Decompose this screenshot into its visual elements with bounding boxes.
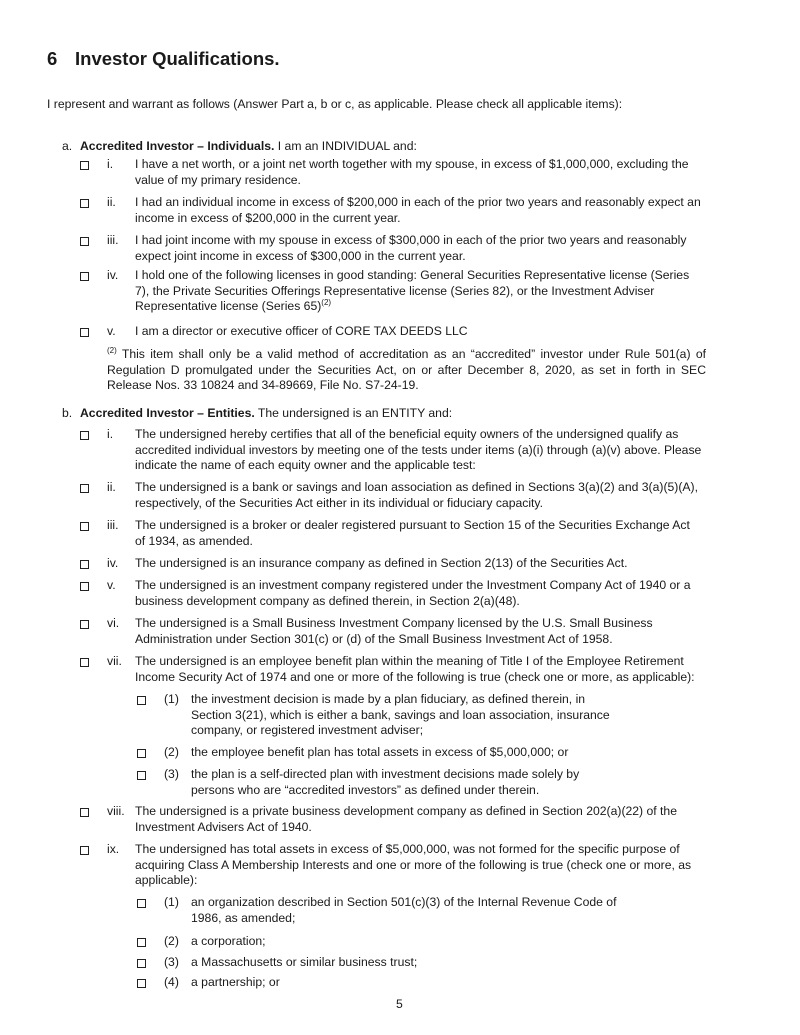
part-b-checkbox[interactable] [80, 560, 89, 569]
section-number: 6 [47, 48, 58, 69]
part-a-header: Accredited Investor – Individuals. I am an INDIVIDUAL and: [80, 139, 417, 153]
part-b-numeral: viii. [107, 804, 125, 818]
part-b-text-line: The undersigned is a private business development company as defined in Section 202(a)(22) of the [135, 804, 677, 818]
part-b-sub-numeral: (1) [164, 692, 179, 706]
part-b-text-line: The undersigned is a bank or savings and loan association as defined in Sections 3(a)(2) and 3(a)(5)(A), [135, 480, 698, 494]
part-a-numeral: i. [107, 157, 114, 171]
part-b-checkbox[interactable] [80, 846, 89, 855]
part-b-numeral: ix. [107, 842, 120, 856]
part-b-checkbox[interactable] [80, 582, 89, 591]
part-b-sub-numeral: (2) [164, 745, 179, 759]
part-a-checkbox[interactable] [80, 328, 89, 337]
part-a-numeral: iii. [107, 233, 119, 247]
part-b-sub-checkbox[interactable] [137, 979, 146, 988]
part-b-sub-numeral: (4) [164, 975, 179, 989]
part-b-sub-text-line: 1986, as amended; [191, 910, 296, 925]
part-b-text-line: The undersigned is a broker or dealer registered pursuant to Section 15 of the Securities Exchange Act [135, 518, 690, 532]
part-a-checkbox[interactable] [80, 161, 89, 170]
part-b-numeral: i. [107, 427, 114, 441]
part-a-footnote-ref: (2) [321, 297, 332, 307]
part-b-checkbox[interactable] [80, 484, 89, 493]
part-b-numeral: vii. [107, 654, 122, 668]
part-b-sub-text-line: the investment decision is made by a plan fiduciary, as defined therein, in [191, 692, 586, 706]
part-b-checkbox[interactable] [80, 658, 89, 667]
part-b-text-line: Investment Advisers Act of 1940. [135, 819, 312, 834]
part-b-sub-text-line: Section 3(21), which is either a bank, savings and loan association, insurance [191, 707, 610, 722]
part-b-numeral: vi. [107, 616, 120, 630]
part-b-sub-checkbox[interactable] [137, 938, 146, 947]
part-b-text-line: The undersigned is an insurance company as defined in Section 2(13) of the Securities Act. [135, 556, 628, 570]
part-b-numeral: v. [107, 578, 116, 592]
part-b-numeral: iv. [107, 556, 119, 570]
part-b-sub-checkbox[interactable] [137, 899, 146, 908]
part-b-checkbox[interactable] [80, 431, 89, 440]
part-a-numeral: iv. [107, 268, 119, 282]
part-b-sub-checkbox[interactable] [137, 696, 146, 705]
part-b-text-line: acquiring Class A Membership Interests and one or more of the following is true (check one or more, as [135, 857, 692, 872]
part-a-text-line: value of my primary residence. [135, 172, 301, 187]
part-b-sub-text-line: a Massachusetts or similar business trust; [191, 955, 418, 969]
part-a-checkbox[interactable] [80, 199, 89, 208]
part-b-text-line: of 1934, as amended. [135, 533, 253, 548]
part-b-sub-text-line: the employee benefit plan has total assets in excess of $5,000,000; or [191, 745, 569, 759]
part-b-header: Accredited Investor – Entities. The undersigned is an ENTITY and: [80, 406, 453, 420]
part-a-text-line: I hold one of the following licenses in good standing: General Securities Representative license (Series [135, 268, 690, 282]
part-a-text-line: Representative license (Series 65)$^{(2)}$ [135, 297, 332, 313]
part-b-sub-checkbox[interactable] [137, 749, 146, 758]
part-b-text-line: indicate the name of each equity owner and the applicable test: [135, 458, 476, 472]
part-b-text-line: accredited individual investors by meeting one of the tests under items (a)(i) through (a)(v) above. Please [135, 442, 702, 457]
part-a-label: a. [62, 139, 73, 153]
part-a-text-line: I am a director or executive officer of CORE TAX DEEDS LLC [135, 324, 468, 338]
part-b-label: b. [62, 406, 73, 420]
part-a-numeral: v. [107, 324, 116, 338]
part-b-sub-text-line: an organization described in Section 501(c)(3) of the Internal Revenue Code of [191, 895, 617, 909]
part-b-checkbox[interactable] [80, 522, 89, 531]
part-b-text-line: The undersigned has total assets in excess of $5,000,000, was not formed for the specific purpose of [135, 842, 680, 856]
part-a-checkbox[interactable] [80, 237, 89, 246]
part-a-text-line: I have a net worth, or a joint net worth together with my spouse, in excess of $1,000,000, excluding the [135, 157, 689, 171]
part-a-numeral: ii. [107, 195, 116, 209]
footnote: $^{(2)}$ This item shall only be a valid method of accreditation as an “accredited” investor under Rule 501(a) of Regulation D promulgated under the Securities Act, on or after December 8, 2020, as set in forth in SEC Release Nos. 33 10824 and 34-89669, File No. S7-24-19. [107, 345, 706, 392]
part-b-numeral: ii. [107, 480, 116, 494]
part-b-sub-text-line: company, or registered investment adviser; [191, 723, 424, 737]
part-b-sub-text-line: a partnership; or [191, 975, 280, 989]
part-b-text-line: business development company as defined therein, in Section 2(a)(48). [135, 593, 520, 608]
intro-text: I represent and warrant as follows (Answer Part a, b or c, as applicable. Please check all applicable items): [47, 97, 623, 111]
part-b-text-line: applicable): [135, 873, 198, 887]
part-b-sub-numeral: (1) [164, 895, 179, 909]
part-b-sub-numeral: (2) [164, 934, 179, 948]
page-number: 5 [396, 997, 403, 1011]
part-b-sub-numeral: (3) [164, 955, 179, 969]
part-b-text-line: The undersigned is an employee benefit plan within the meaning of Title I of the Employee Retirement [135, 654, 684, 668]
part-b-sub-checkbox[interactable] [137, 959, 146, 968]
part-a-text-line: I had an individual income in excess of $200,000 in each of the prior two years and reasonably expect an [135, 195, 701, 209]
part-a-text-line: expect joint income in excess of $300,000 in the current year. [135, 248, 466, 263]
part-b-checkbox[interactable] [80, 620, 89, 629]
part-b-text-line: Administration under Section 301(c) or (d) of the Small Business Investment Act of 1958. [135, 631, 613, 646]
part-b-text-line: The undersigned is a Small Business Investment Company licensed by the U.S. Small Business [135, 616, 653, 630]
part-a-text-line: 7), the Private Securities Offerings Representative license (Series 82), or the Investment Adviser [135, 283, 655, 298]
part-b-sub-text-line: persons who are “accredited investors” as defined under therein. [191, 782, 540, 797]
section-title: Investor Qualifications. [75, 48, 280, 69]
part-b-text-line: Income Security Act of 1974 and one or more of the following is true (check one or more, as applicable): [135, 669, 695, 684]
part-b-text-line: respectively, of the Securities Act either in its individual or fiduciary capacity. [135, 495, 544, 510]
part-b-sub-checkbox[interactable] [137, 771, 146, 780]
part-a-checkbox[interactable] [80, 272, 89, 281]
part-b-sub-text-line: the plan is a self-directed plan with investment decisions made solely by [191, 767, 580, 781]
footnote-mark: (2) [107, 345, 117, 355]
part-b-checkbox[interactable] [80, 808, 89, 817]
part-b-text-line: The undersigned hereby certifies that all of the beneficial equity owners of the undersigned qualify as [135, 427, 679, 441]
part-b-sub-text-line: a corporation; [191, 934, 266, 948]
part-a-text-line: I had joint income with my spouse in excess of $300,000 in each of the prior two years and reasonably [135, 233, 687, 247]
part-b-numeral: iii. [107, 518, 119, 532]
part-b-text-line: The undersigned is an investment company registered under the Investment Company Act of 1940 or a [135, 578, 691, 592]
part-a-text-line: income in excess of $200,000 in the current year. [135, 210, 401, 225]
part-b-sub-numeral: (3) [164, 767, 179, 781]
